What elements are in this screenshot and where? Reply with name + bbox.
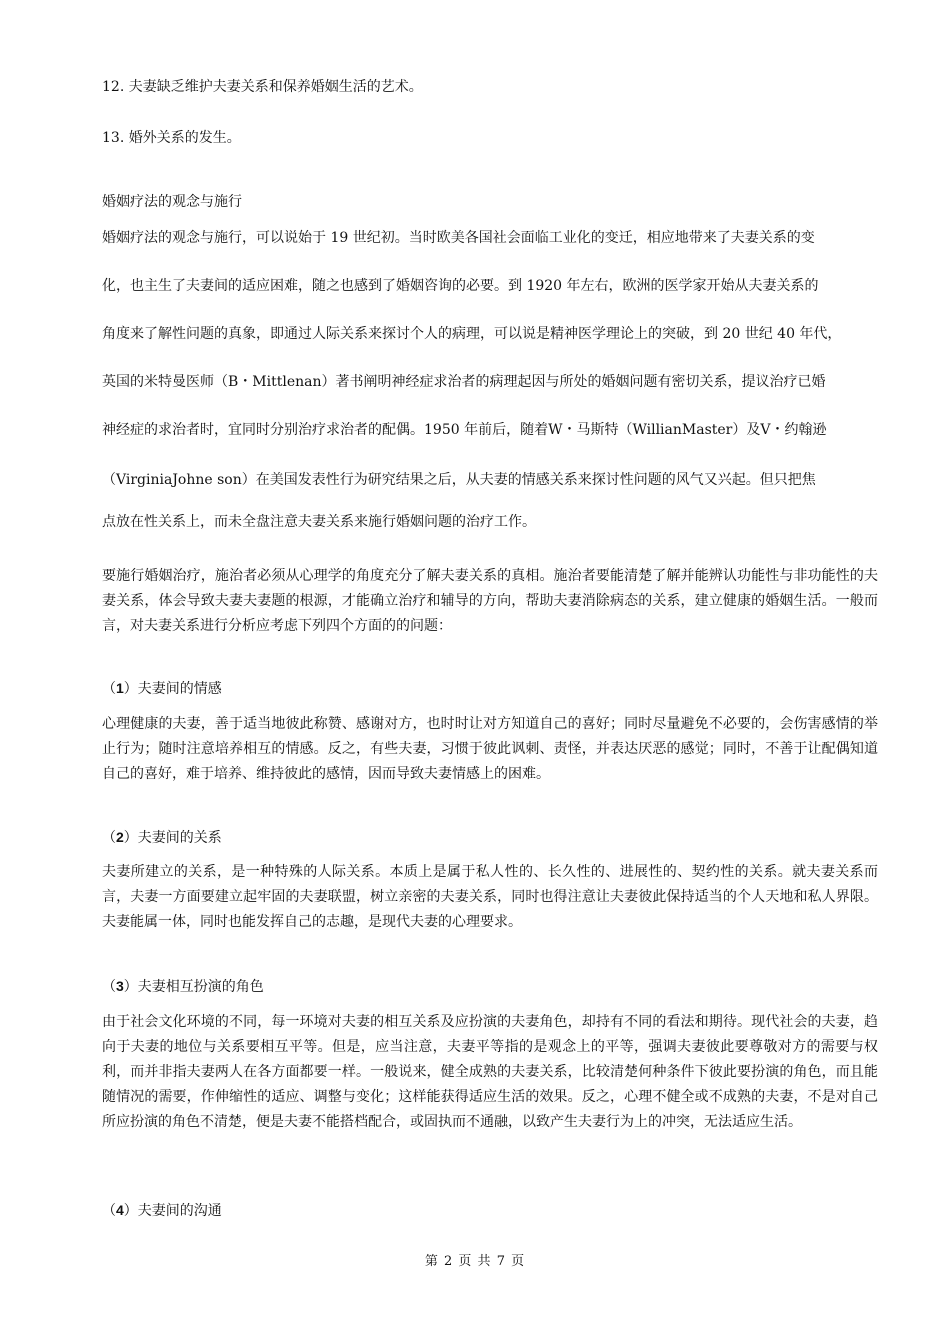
list-item-12: 12. 夫妻缺乏维护夫妻关系和保养婚姻生活的艺术。 [102, 79, 423, 95]
subsection-2-heading: （2）夫妻间的关系 [102, 829, 222, 846]
history-line: 英国的米特曼医师（B・Mittlenan）著书阐明神经症求治者的病理起因与所处的婚姻问题有密切关系，提议治疗已婚 [102, 374, 826, 390]
subsection-3-heading: （3）夫妻相互扮演的角色 [102, 978, 264, 995]
history-paragraph [102, 214, 878, 538]
history-line: 神经症的求治者时，宜同时分别治疗求治者的配偶。1950 年前后，随着W・马斯特（WillianMaster）及V・约翰逊 [102, 422, 827, 438]
subsection-title: 夫妻间的关系 [137, 830, 222, 846]
subsection-title: 夫妻间的沟通 [137, 1203, 222, 1219]
subsection-1-heading: （1）夫妻间的情感 [102, 680, 222, 697]
subsection-title: 夫妻相互扮演的角色 [137, 979, 264, 995]
history-line: 化，也主生了夫妻间的适应困难，随之也感到了婚姻咨询的必要。到 1920 年左右，欧洲的医学家开始从夫妻关系的 [102, 278, 819, 294]
history-line: （VirginiaJohne son）在美国发表性行为研究结果之后，从夫妻的情感关系来探讨性问题的风气又兴起。但只把焦 [102, 472, 816, 488]
history-line: 点放在性关系上，而未全盘注意夫妻关系来施行婚姻问题的治疗工作。 [102, 514, 536, 530]
intro-paragraph: 要施行婚姻治疗，施治者必须从心理学的角度充分了解夫妻关系的真相。施治者要能清楚了解并能辨认功能性与非功能性的夫妻关系，体会导致夫妻夫妻题的根源，才能确立治疗和辅导的方向，帮助夫妻消除病态的关系，建立健康的婚姻生活。一般而言，对夫妻关系进行分析应考虑下列四个方面的的问题： [102, 568, 878, 634]
history-line: 角度来了解性问题的真象，即通过人际关系来探讨个人的病理，可以说是精神医学理论上的突破，到 20 世纪 40 年代， [102, 326, 842, 342]
subsection-number: 2 [116, 829, 124, 845]
section-title: 婚姻疗法的观念与施行 [102, 194, 242, 210]
subsection-2-body: 夫妻所建立的关系，是一种特殊的人际关系。本质上是属于私人性的、长久性的、进展性的、契约性的关系。就夫妻关系而言，夫妻一方面要建立起牢固的夫妻联盟，树立亲密的夫妻关系，同时也得注意让夫妻彼此保持适当的个人天地和私人界限。夫妻能属一体，同时也能发挥自己的志趣，是现代夫妻的心理要求。 [102, 864, 878, 930]
subsection-number: 1 [116, 680, 124, 696]
subsection-1-body: 心理健康的夫妻，善于适当地彼此称赞、感谢对方，也时时让对方知道自己的喜好；同时尽量避免不必要的，会伤害感情的举止行为；随时注意培养相互的情感。反之，有些夫妻，习惯于彼此讽刺、责怪，并表达厌恶的感觉；同时，不善于让配偶知道自己的喜好，难于培养、维持彼此的感情，因而导致夫妻情感上的困难。 [102, 716, 878, 782]
list-item-13: 13. 婚外关系的发生。 [102, 130, 241, 146]
subsection-number: 4 [116, 1202, 124, 1218]
history-line: 婚姻疗法的观念与施行，可以说始于 19 世纪初。当时欧美各国社会面临工业化的变迁，相应地带来了夫妻关系的变 [102, 230, 815, 246]
subsection-3-body: 由于社会文化环境的不同，每一环境对夫妻的相互关系及应扮演的夫妻角色，却持有不同的看法和期待。现代社会的夫妻，趋向于夫妻的地位与关系要相互平等。但是，应当注意，夫妻平等指的是观念上的平等，强调夫妻彼此要尊敬对方的需要与权利，而并非指夫妻两人在各方面都要一样。一般说来，健全成熟的夫妻关系，比较清楚何种条件下彼此要扮演的角色，而且能随情况的需要，作伸缩性的适应、调整与变化；这样能获得适应生活的效果。反之，心理不健全或不成熟的夫妻，不是对自己所应扮演的角色不清楚，便是夫妻不能搭档配合，或固执而不通融，以致产生夫妻行为上的冲突，无法适应生活。 [102, 1014, 878, 1130]
subsection-title: 夫妻间的情感 [137, 681, 222, 697]
page-footer: 第 2 页 共 7 页 [424, 1254, 526, 1269]
subsection-number: 3 [116, 978, 124, 994]
subsection-4-heading: （4）夫妻间的沟通 [102, 1202, 222, 1219]
